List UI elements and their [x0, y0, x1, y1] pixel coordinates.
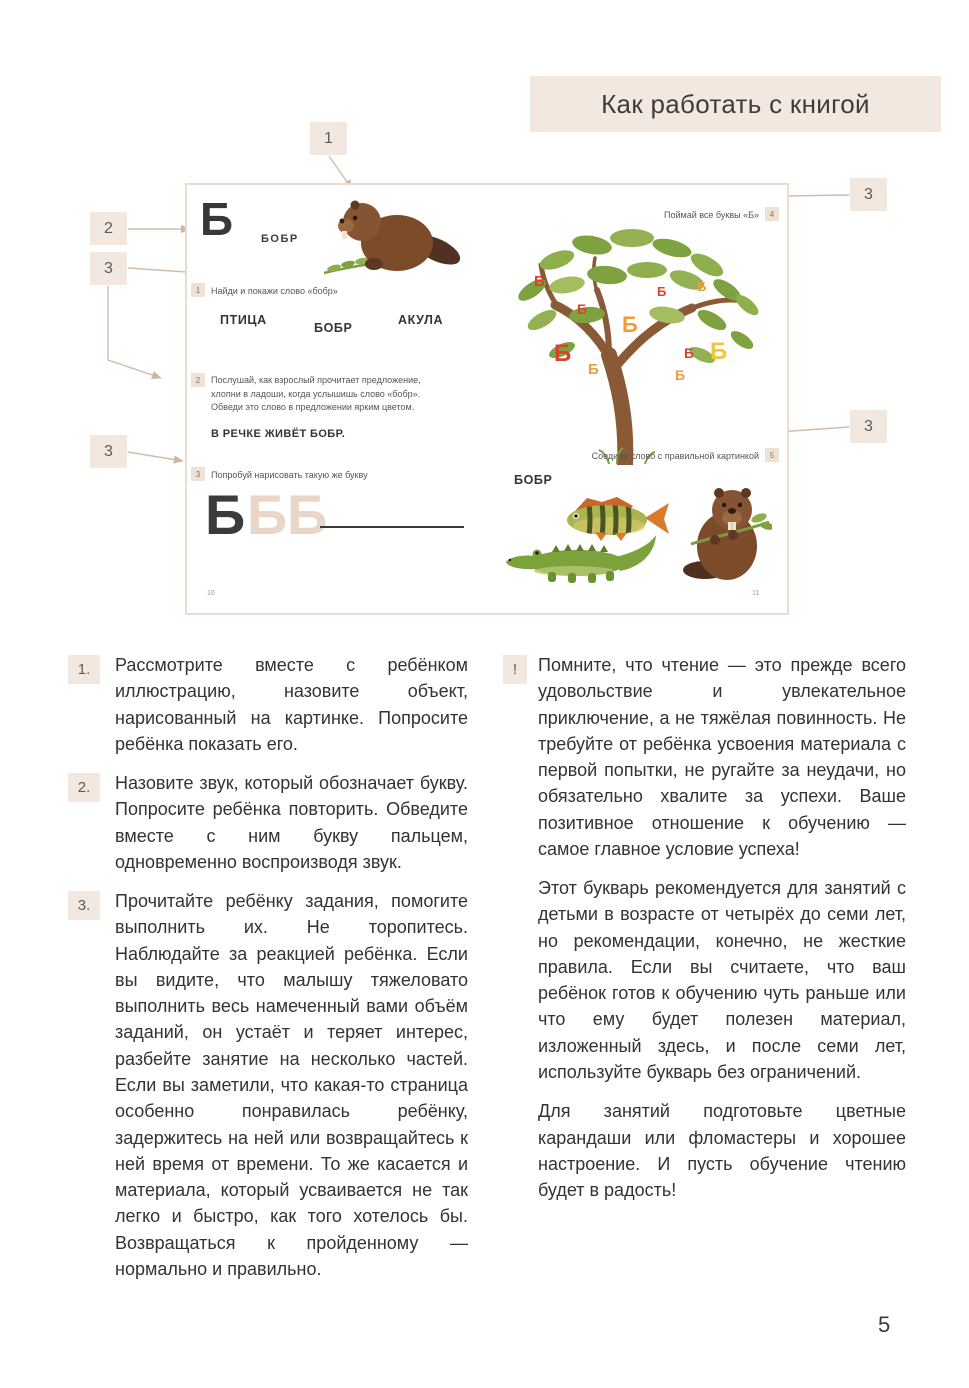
word-option-bobr: БОБР: [314, 321, 353, 335]
book-spread-preview: [185, 183, 789, 615]
practice-sentence: В РЕЧКЕ ЖИВЁТ БОБР.: [211, 428, 346, 440]
instruction-item-1: [68, 652, 468, 757]
task-text-2: Послушай, как взрослый прочитает предложение, хлопни в ладоши, когда услышишь слово «бобр». Обведи это слово в предложении ярким цветом.: [211, 375, 421, 412]
task-text-5: Соедини слово с правильной картинкой: [591, 451, 759, 461]
page-title: Как работать с книгой: [601, 88, 870, 119]
age-recommendation-item: [503, 875, 906, 1085]
beaver-match-illustration: [677, 480, 772, 585]
lesson-letter-word: БОБР: [261, 233, 299, 245]
header-block: [530, 76, 941, 132]
lesson-letter: Б: [200, 193, 234, 245]
callout-3-right-top: 3: [850, 178, 887, 211]
note-item: [503, 652, 906, 862]
instruction-badge-1: 1.: [68, 655, 100, 684]
task-badge-1: 1: [191, 283, 205, 297]
task-badge-4: 4: [765, 207, 779, 221]
task-text-4: Поймай все буквы «Б»: [664, 210, 759, 220]
tree-letter: Б: [710, 338, 728, 365]
left-page-number: 10: [207, 590, 215, 597]
note-text: Помните, что чтение — это прежде всего удовольствие и увлекательное приключение, а не тяжёлая повинность. Не требуйте от ребёнка усвоения материала с первой попытки, не ругайте за неудачи, но обязательно хвалите за успехи. Ваше позитивное отношение к обучению — самое главное условие успеха!: [538, 655, 906, 859]
writing-line: [320, 526, 464, 528]
callout-2: 2: [90, 212, 127, 245]
instruction-text-3: Прочитайте ребёнку задания, помогите выполнить их. Не торопитесь. Наблюдайте за реакцией ребёнка. Если вы видите, что малышу тяжеловато выполнить весь намеченный вами объём заданий, он устаёт и теряет интерес, разбейте занятие на несколько частей. Если вы заметили, что какая-то страница особенно понравилась ребёнку, задержитесь на ней или возвращайтесь к ней время от времени. То же касается и материала, который усваивается не так легко и быстро, как того хотелось бы. Возвращаться к пройденному — нормально и правильно.: [115, 891, 468, 1279]
task-text-3: Попробуй нарисовать такую же букву: [211, 470, 368, 480]
callout-3-left-bottom: 3: [90, 435, 127, 468]
instruction-text-1: Рассмотрите вместе с ребёнком иллюстрацию, назовите объект, нарисованный на картинке. Попросите ребёнка показать его.: [115, 655, 468, 754]
trace-letter-solid: Б: [205, 483, 246, 546]
tree-letter: Б: [577, 301, 588, 317]
supplies-item: [503, 1098, 906, 1203]
instruction-badge-3: 3.: [68, 891, 100, 920]
callout-3-left-top: 3: [90, 252, 127, 285]
crocodile-illustration: [502, 530, 662, 585]
tree-letter: Б: [554, 340, 572, 367]
word-option-akula: АКУЛА: [398, 313, 444, 327]
supplies-text: Для занятий подготовьте цветные карандаши или фломастеры и хорошее настроение. И пусть обучение чтению будет в радость!: [538, 1101, 906, 1201]
tree-scattered-letters: [497, 220, 787, 465]
callout-3-right-bottom: 3: [850, 410, 887, 443]
age-recommendation-text: Этот букварь рекомендуется для занятий с детьми в возрасте от четырёх до семи лет, но рекомендации, конечно, не жесткие правила. Если вы считаете, что ваш ребёнок готов к обучению чуть раньше или что ему будет полезен материал, изложенный здесь, и после семи лет, используйте букварь без ограничений.: [538, 878, 906, 1082]
tree-letter: Б: [588, 361, 599, 378]
instructions-right-column: [503, 652, 906, 1216]
footer-page-number: 5: [878, 1312, 891, 1337]
task-badge-2: 2: [191, 373, 205, 387]
trace-letter-outline-1: Б: [247, 483, 288, 546]
trace-letter-outline-2: Б: [287, 483, 328, 546]
right-page-number: 11: [752, 590, 760, 597]
tree-letter: Б: [622, 312, 638, 337]
tree-letter: Б: [697, 279, 707, 294]
task-badge-3: 3: [191, 467, 205, 481]
callout-1: 1: [310, 122, 347, 155]
match-word: БОБР: [514, 473, 553, 487]
tree-letter: Б: [684, 345, 695, 361]
instruction-text-2: Назовите звук, который обозначает букву. Попросите ребёнка повторить. Обведите вместе с ним букву пальцем, одновременно воспроизводя звук.: [115, 773, 468, 872]
instruction-item-2: [68, 770, 468, 875]
instruction-badge-2: 2.: [68, 773, 100, 802]
beaver-illustration: [322, 188, 467, 283]
word-option-ptitsa: ПТИЦА: [220, 313, 267, 327]
instruction-item-3: [68, 888, 468, 1282]
tree-letter: Б: [675, 367, 686, 383]
exclamation-badge: !: [503, 655, 527, 684]
tree-letter: Б: [534, 273, 545, 290]
instructions-left-column: [68, 652, 468, 1295]
tree-letter: Б: [657, 284, 667, 299]
task-text-1: Найди и покажи слово «бобр»: [211, 286, 338, 296]
task-badge-5: 5: [765, 448, 779, 462]
